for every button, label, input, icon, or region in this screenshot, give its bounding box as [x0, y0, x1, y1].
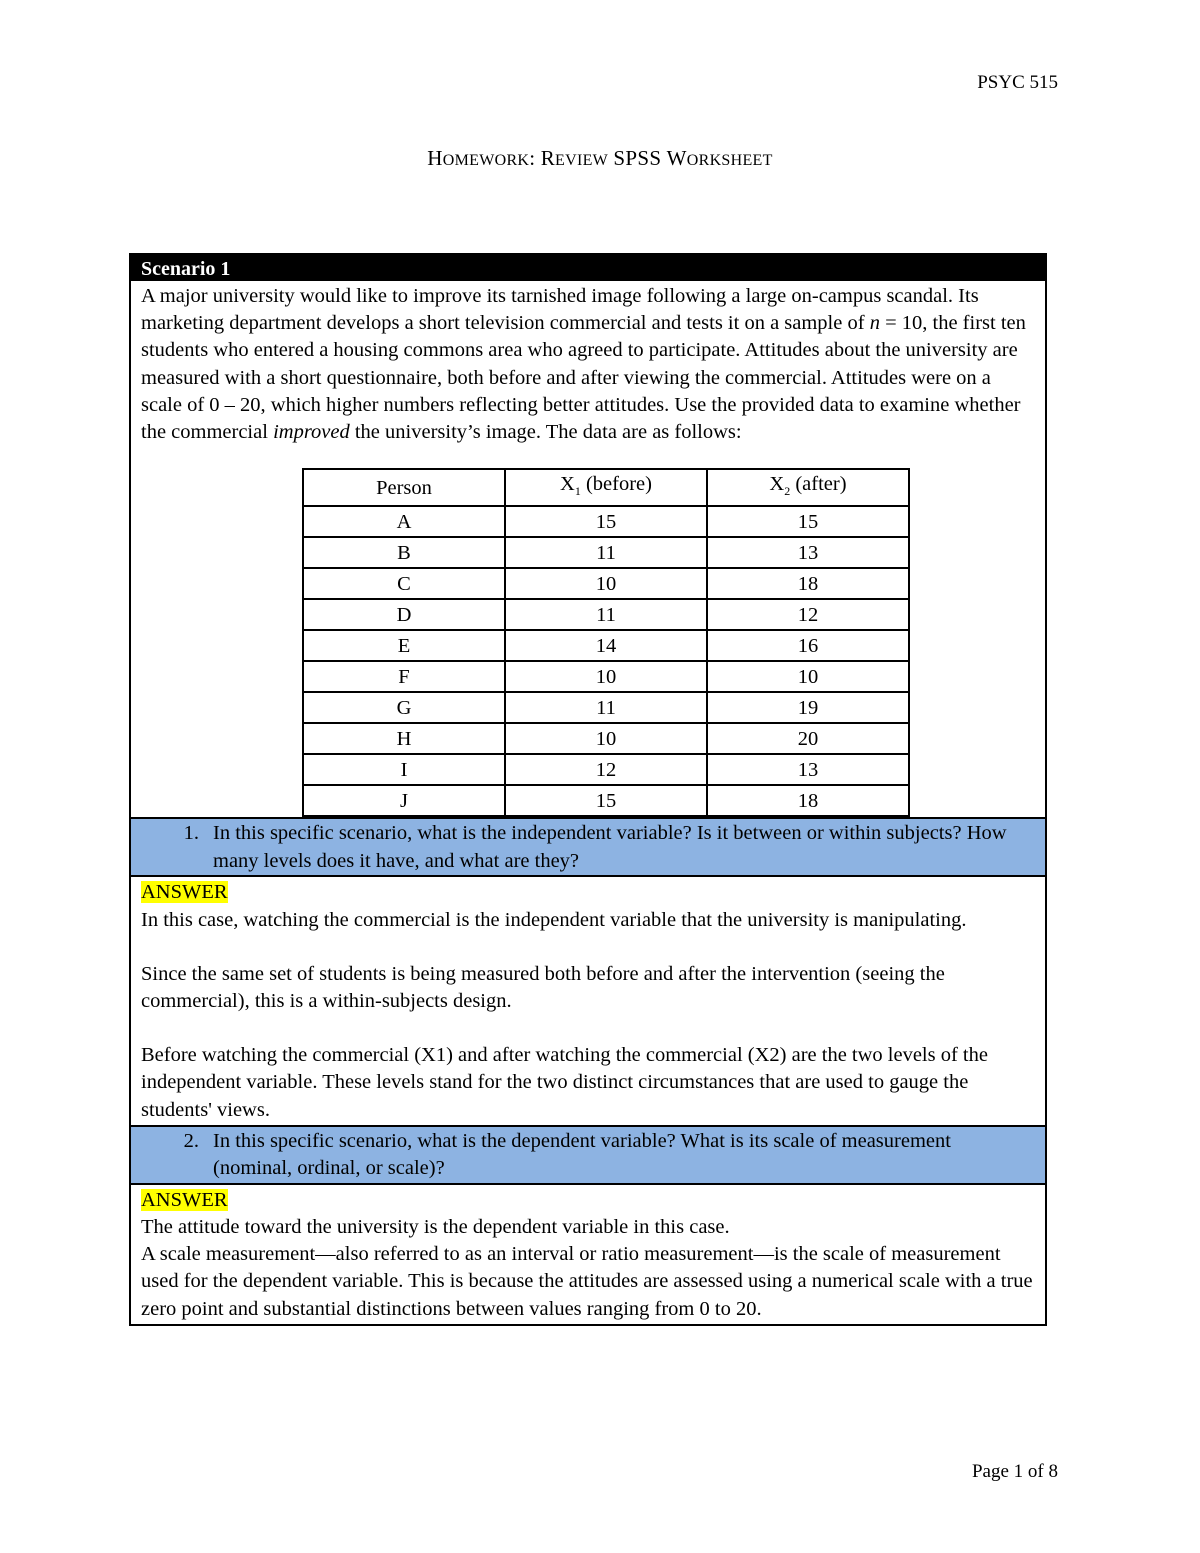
table-row — [303, 723, 909, 754]
question-number: 2. — [183, 1129, 199, 1152]
title-word: EVIEW — [555, 152, 609, 169]
cell-before: 10 — [505, 661, 707, 692]
answer-paragraph: Before watching the commercial (X1) and after watching the commercial (X2) are the two levels of the independent variable. These levels stand for the two distinct circumstances that are used to gauge the students' views. — [141, 1044, 988, 1121]
header-label: (after) — [790, 473, 847, 496]
cell-after: 13 — [707, 537, 909, 568]
title-word: OMEWORK — [442, 152, 530, 169]
cell-person: G — [303, 692, 505, 723]
table-row — [303, 630, 909, 661]
table-row — [303, 537, 909, 568]
cell-before: 10 — [505, 568, 707, 599]
answer-paragraph: A scale measurement—also referred to as an interval or ratio measurement—is the scale of measurement used for the dependent variable. This is because the attitudes are assessed using a numerical scale with a true zero point and substantial distinctions between values ranging from 0 to 20. — [141, 1243, 1033, 1320]
intro-text: the university’s image. The data are as follows: — [349, 421, 742, 444]
cell-person: D — [303, 599, 505, 630]
scenario-heading: Scenario 1 — [131, 255, 1045, 281]
question-number: 1. — [183, 822, 199, 845]
cell-before: 10 — [505, 723, 707, 754]
cell-person: B — [303, 537, 505, 568]
title-initial: R — [540, 146, 556, 170]
question-1 — [131, 817, 1045, 877]
answer-label: ANSWER — [141, 881, 228, 904]
cell-before: 11 — [505, 599, 707, 630]
cell-before: 14 — [505, 630, 707, 661]
question-2 — [131, 1125, 1045, 1185]
question-text: In this specific scenario, what is the dependent variable? What is its scale of measurement (nominal, ordinal, or scale)? — [213, 1129, 951, 1180]
header-person: Person — [303, 469, 505, 506]
header-subscript: 1 — [574, 484, 581, 499]
title-initial: W — [666, 146, 687, 170]
header-x: X — [769, 473, 785, 496]
cell-after: 19 — [707, 692, 909, 723]
title-word: SPSS — [613, 146, 662, 170]
cell-after: 10 — [707, 661, 909, 692]
cell-person: E — [303, 630, 505, 661]
cell-person: A — [303, 506, 505, 537]
cell-after: 13 — [707, 754, 909, 785]
table-row — [303, 599, 909, 630]
header-subscript: 2 — [784, 484, 791, 499]
table-row — [303, 661, 909, 692]
answer-1 — [131, 877, 1045, 1124]
cell-person: F — [303, 661, 505, 692]
intro-text: A major university would like to improve its tarnished image following a large on-campus scandal. Its marketing department develops a short television commercial and tests it on a sample of — [141, 285, 979, 335]
answer-paragraph: The attitude toward the university is the dependent variable in this case. — [141, 1215, 730, 1238]
cell-before: 11 — [505, 692, 707, 723]
table-row — [303, 506, 909, 537]
cell-person: C — [303, 568, 505, 599]
intro-text: = 10, the first ten students who entered a housing commons area who agreed to participate. Attitudes about the university are measured with a short questionnaire, both before and after viewing the commercial. Attitudes were on a scale of 0 – 20, which higher numbers reflecting better attitudes. Use the provided data to examine whether the commercial — [141, 312, 1026, 444]
table-row — [303, 692, 909, 723]
cell-person: J — [303, 785, 505, 816]
cell-before: 15 — [505, 506, 707, 537]
answer-label: ANSWER — [141, 1188, 228, 1211]
emphasis-text: improved — [273, 421, 350, 444]
header-label: (before) — [580, 473, 652, 496]
title-initial: H — [427, 146, 443, 170]
cell-after: 18 — [707, 785, 909, 816]
table-header-row — [303, 469, 909, 506]
attitude-data-table — [302, 468, 910, 817]
cell-before: 15 — [505, 785, 707, 816]
header-before — [505, 469, 707, 506]
cell-after: 20 — [707, 723, 909, 754]
cell-after: 15 — [707, 506, 909, 537]
header-after — [707, 469, 909, 506]
title-word: ORKSHEET — [686, 152, 773, 169]
cell-after: 18 — [707, 568, 909, 599]
cell-before: 11 — [505, 537, 707, 568]
answer-paragraph: In this case, watching the commercial is the independent variable that the university is manipulating. — [141, 908, 967, 931]
table-row — [303, 785, 909, 816]
cell-after: 16 — [707, 630, 909, 661]
course-code: PSYC 515 — [977, 72, 1058, 93]
question-text: In this specific scenario, what is the independent variable? Is it between or within subjects? How many levels does it have, and what are they? — [213, 822, 1007, 872]
cell-person: H — [303, 723, 505, 754]
scenario-description — [131, 281, 1045, 446]
answer-2 — [131, 1185, 1045, 1324]
table-row — [303, 754, 909, 785]
cell-after: 12 — [707, 599, 909, 630]
cell-person: I — [303, 754, 505, 785]
page-number: Page 1 of 8 — [971, 1461, 1058, 1482]
document-title — [0, 146, 1200, 171]
answer-paragraph: Since the same set of students is being measured both before and after the intervention (seeing the commercial), this is a within-subjects design. — [141, 962, 945, 1012]
cell-before: 12 — [505, 754, 707, 785]
header-x: X — [560, 473, 575, 496]
table-row — [303, 568, 909, 599]
sample-size-symbol: n — [869, 312, 880, 335]
scenario-box — [129, 253, 1047, 1326]
title-colon: : — [529, 146, 536, 170]
